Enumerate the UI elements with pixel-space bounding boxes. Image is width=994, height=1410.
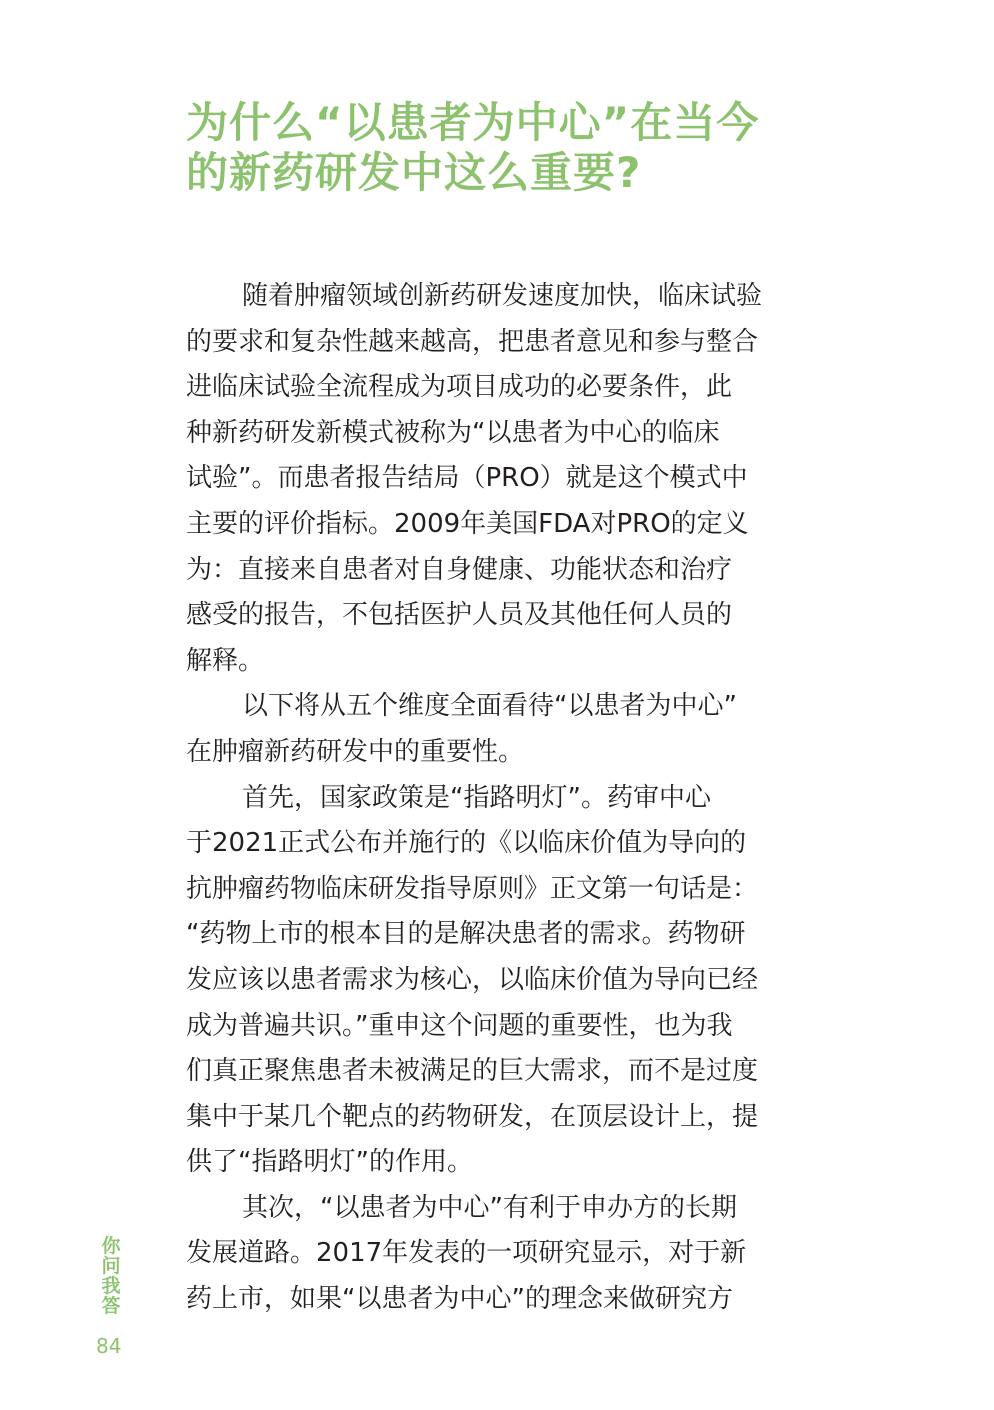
title-line: 的新药研发中这么重要?	[186, 148, 642, 197]
text-line: 随着肿瘤领域创新药研发速度加快，临床试验	[242, 281, 763, 311]
section-label-char: 答	[101, 1295, 121, 1317]
paragraph	[186, 776, 796, 1186]
text-line: 试验”。而患者报告结局（PRO）就是这个模式中	[186, 463, 748, 494]
text-line: 种新药研发新模式被称为“以患者为中心的临床	[186, 417, 720, 448]
text-line: 首先，国家政策是“指路明灯”。药审中心	[242, 782, 711, 813]
text-line: 于2021正式公布并施行的《以临床价值为导向的	[186, 828, 747, 859]
text-line: 其次，“以患者为中心”有利于申办方的长期	[242, 1192, 737, 1223]
section-label-char: 问	[101, 1255, 121, 1277]
text-line: 为：直接来自患者对自身健康、功能状态和治疗	[186, 554, 733, 585]
page-number: 84	[96, 1334, 122, 1358]
text-line: 成为普遍共识。”重申这个问题的重要性，也为我	[186, 1010, 733, 1041]
text-line: 发应该以患者需求为核心，以临床价值为导向已经	[186, 964, 759, 995]
paragraph	[186, 274, 796, 684]
text-line: 集中于某几个靶点的药物研发，在顶层设计上，提	[186, 1101, 759, 1132]
page-title	[186, 98, 806, 198]
text-line: 的要求和复杂性越来越高，把患者意见和参与整合	[186, 326, 759, 357]
text-line: 感受的报告，不包括医护人员及其他任何人员的	[186, 600, 733, 631]
text-line: 进临床试验全流程成为项目成功的必要条件，此	[186, 372, 733, 403]
article-body	[186, 274, 796, 1323]
section-label-char: 我	[101, 1275, 121, 1297]
text-line: 以下将从五个维度全面看待“以患者为中心”	[242, 691, 737, 722]
text-line: “药物上市的根本目的是解决患者的需求。药物研	[186, 919, 746, 950]
paragraph	[186, 1186, 796, 1323]
section-label	[99, 1236, 123, 1316]
text-line: 们真正聚焦患者未被满足的巨大需求，而不是过度	[186, 1056, 759, 1087]
text-line: 在肿瘤新药研发中的重要性。	[186, 736, 525, 767]
section-label-char: 你	[101, 1235, 121, 1257]
text-line: 供了“指路明灯”的作用。	[186, 1147, 473, 1178]
text-line: 发展道路。2017年发表的一项研究显示，对于新	[186, 1238, 747, 1269]
text-line: 抗肿瘤药物临床研发指导原则》正文第一句话是：	[186, 873, 759, 904]
text-line: 解释。	[186, 645, 265, 676]
text-line: 主要的评价指标。2009年美国FDA对PRO的定义	[186, 508, 749, 539]
title-line: 为什么“以患者为中心”在当今	[186, 98, 760, 147]
text-line: 药上市，如果“以患者为中心”的理念来做研究方	[186, 1284, 733, 1315]
paragraph	[186, 684, 796, 775]
